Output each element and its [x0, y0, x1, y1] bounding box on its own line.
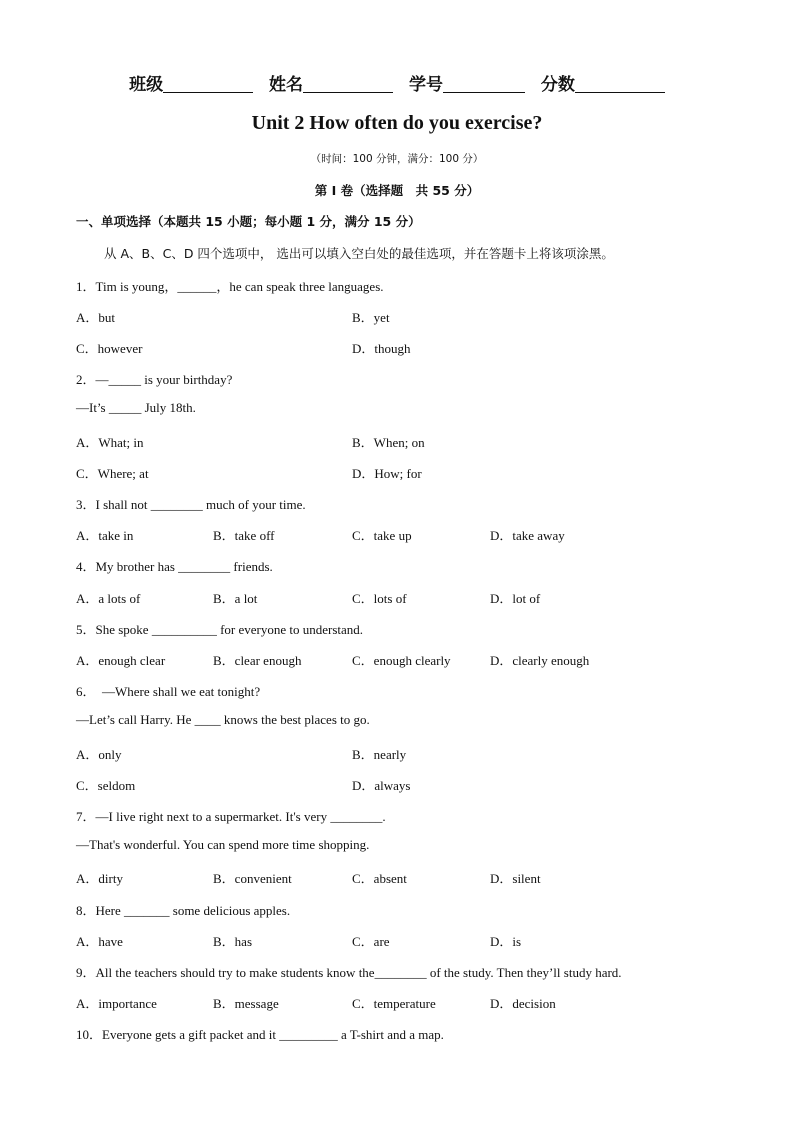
option-3a[interactable]: A．take in	[76, 528, 134, 543]
student-info-line	[0, 70, 794, 95]
question-9: 9．All the teachers should try to make students know the________ of the study. Then they’ll study hard.	[76, 965, 622, 980]
option-9b[interactable]: B．message	[213, 996, 279, 1011]
option-6c[interactable]: C．seldom	[76, 778, 136, 793]
option-3d[interactable]: D．take away	[490, 528, 565, 543]
question-6: 6． —Where shall we eat tonight?	[76, 684, 261, 699]
option-7a[interactable]: A．dirty	[76, 871, 123, 886]
option-5b[interactable]: B．clear enough	[213, 653, 302, 668]
option-6b[interactable]: B．nearly	[352, 747, 407, 762]
option-4d[interactable]: D．lot of	[490, 591, 541, 606]
option-1c[interactable]: C．however	[76, 341, 143, 356]
option-2c[interactable]: C．Where; at	[76, 466, 149, 481]
option-9a[interactable]: A．importance	[76, 996, 157, 1011]
question-8: 8．Here _______ some delicious apples.	[76, 903, 291, 918]
question-4: 4．My brother has ________ friends.	[76, 559, 273, 574]
question-6-reply: —Let’s call Harry. He ____ knows the best places to go.	[76, 712, 370, 727]
class-blank[interactable]	[163, 74, 253, 93]
question-1: 1．Tim is young，______，he can speak three languages.	[76, 279, 384, 294]
section-heading: 一、单项选择（本题共 15 小题；每小题 1 分，满分 15 分）	[76, 214, 421, 229]
option-3b[interactable]: B．take off	[213, 528, 275, 543]
option-5c[interactable]: C．enough clearly	[352, 653, 451, 668]
question-2-reply: —It’s _____ July 18th.	[76, 400, 196, 415]
option-4b[interactable]: B．a lot	[213, 591, 258, 606]
option-6a[interactable]: A．only	[76, 747, 122, 762]
option-3c[interactable]: C．take up	[352, 528, 412, 543]
option-8c[interactable]: C．are	[352, 934, 390, 949]
option-8d[interactable]: D．is	[490, 934, 522, 949]
option-7d[interactable]: D．silent	[490, 871, 541, 886]
question-7: 7．—I live right next to a supermarket. It's very ________.	[76, 809, 386, 824]
question-10: 10．Everyone gets a gift packet and it _________ a T-shirt and a map.	[76, 1027, 444, 1042]
page-title: Unit 2 How often do you exercise?	[251, 112, 543, 134]
option-2b[interactable]: B．When; on	[352, 435, 425, 450]
option-7c[interactable]: C．absent	[352, 871, 407, 886]
option-9d[interactable]: D．decision	[490, 996, 556, 1011]
option-4c[interactable]: C．lots of	[352, 591, 407, 606]
option-5d[interactable]: D．clearly enough	[490, 653, 590, 668]
option-6d[interactable]: D．always	[352, 778, 411, 793]
question-3: 3．I shall not ________ much of your time.	[76, 497, 306, 512]
student-id-field	[409, 70, 525, 95]
option-4a[interactable]: A．a lots of	[76, 591, 141, 606]
question-2: 2．—_____ is your birthday?	[76, 372, 233, 387]
option-2d[interactable]: D．How; for	[352, 466, 422, 481]
instruction-text: 从 A、B、C、D 四个选项中， 选出可以填入空白处的最佳选项，并在答题卡上将该项涂黑。	[104, 246, 614, 261]
class-label: 班级	[129, 75, 164, 95]
option-8b[interactable]: B．has	[213, 934, 253, 949]
name-field	[269, 70, 393, 95]
option-1b[interactable]: B．yet	[352, 310, 390, 325]
score-field	[541, 70, 665, 95]
question-5: 5．She spoke __________ for everyone to understand.	[76, 622, 364, 637]
student-id-blank[interactable]	[443, 74, 525, 93]
option-5a[interactable]: A．enough clear	[76, 653, 166, 668]
score-label: 分数	[540, 75, 575, 95]
option-7b[interactable]: B．convenient	[213, 871, 292, 886]
option-2a[interactable]: A．What; in	[76, 435, 144, 450]
option-9c[interactable]: C．temperature	[352, 996, 436, 1011]
time-score-note: （时间：100 分钟，满分：100 分）	[310, 153, 484, 165]
student-id-label: 学号	[408, 75, 443, 95]
question-7-reply: —That's wonderful. You can spend more time shopping.	[76, 837, 370, 852]
name-label: 姓名	[269, 75, 304, 95]
volume-heading: 第 I 卷（选择题 共 55 分）	[314, 183, 480, 198]
name-blank[interactable]	[303, 74, 393, 93]
option-1d[interactable]: D．though	[352, 341, 411, 356]
option-8a[interactable]: A．have	[76, 934, 123, 949]
option-1a[interactable]: A．but	[76, 310, 116, 325]
score-blank[interactable]	[575, 74, 665, 93]
class-field	[129, 70, 253, 95]
